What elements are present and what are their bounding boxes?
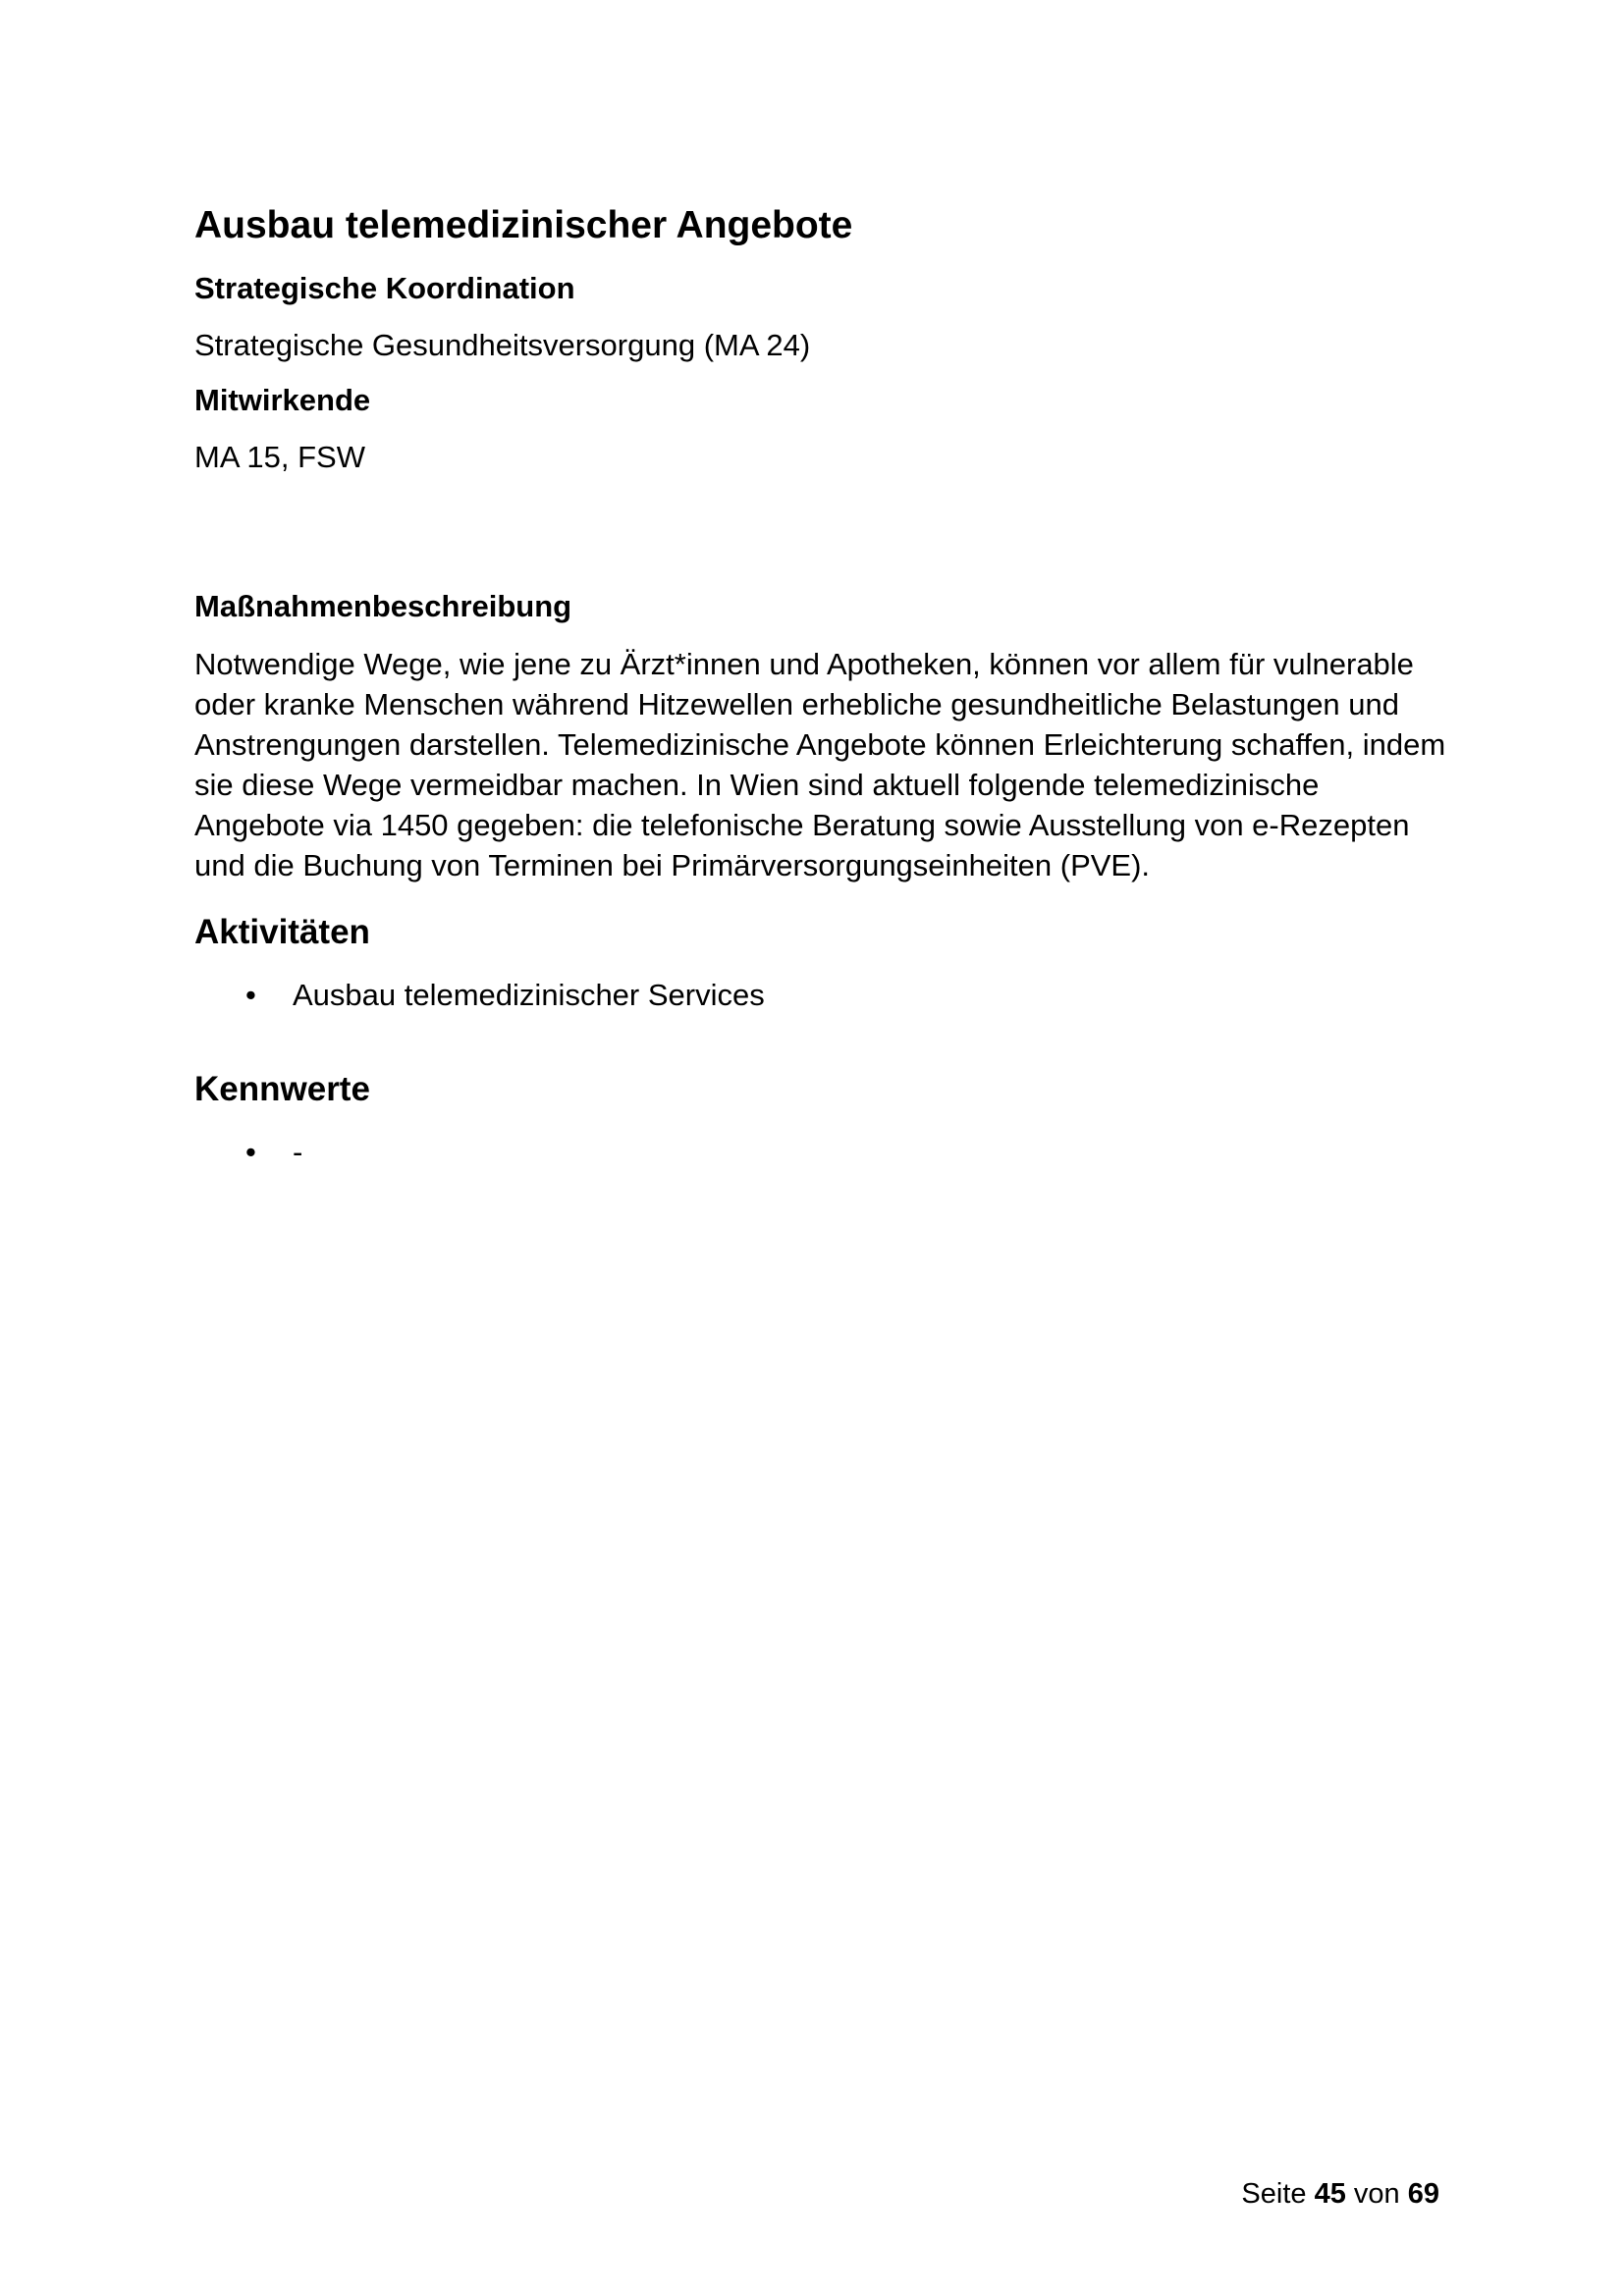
coordination-value: Strategische Gesundheitsversorgung (MA 24) [194,328,811,362]
footer-separator: von [1353,2178,1400,2210]
page-content [194,196,1451,1174]
list-item [194,1131,1451,1174]
page-number-footer [1241,2174,1439,2214]
contributors-value: MA 15, FSW [194,440,365,474]
contributors-label: Mitwirkende [194,383,371,417]
metric-text: - [293,1135,303,1169]
description-label: Maßnahmenbeschreibung [194,589,572,623]
coordination-label: Strategische Koordination [194,271,575,305]
list-item [194,974,1451,1017]
current-page-number: 45 [1314,2178,1346,2210]
activity-text: Ausbau telemedizinischer Services [293,978,765,1012]
page-title: Ausbau telemedizinischer Angebote [194,204,853,246]
metrics-heading: Kennwerte [194,1070,370,1108]
total-page-number: 69 [1407,2178,1439,2210]
activities-list [194,974,1451,1017]
bullet-icon: • [245,1135,256,1169]
metrics-list [194,1131,1451,1174]
activities-heading: Aktivitäten [194,913,370,951]
description-text: Notwendige Wege, wie jene zu Ärzt*innen und Apotheken, können vor allem für vulnerable oder kranke Menschen während Hitzewellen erhebliche gesundheitliche Belastungen und Anstrengungen darstellen. Telemedizinische Angebote können Erleichterung schaffen, indem sie diese Wege vermeidbar machen. In Wien sind aktuell folgende telemedizinische Angebote via 1450 gegeben: die telefonische Beratung sowie Ausstellung von e-Rezepten und die Buchung von Terminen bei Primärversorgungseinheiten (PVE). [194,647,1446,882]
bullet-icon: • [245,978,256,1012]
footer-prefix: Seite [1241,2178,1307,2210]
